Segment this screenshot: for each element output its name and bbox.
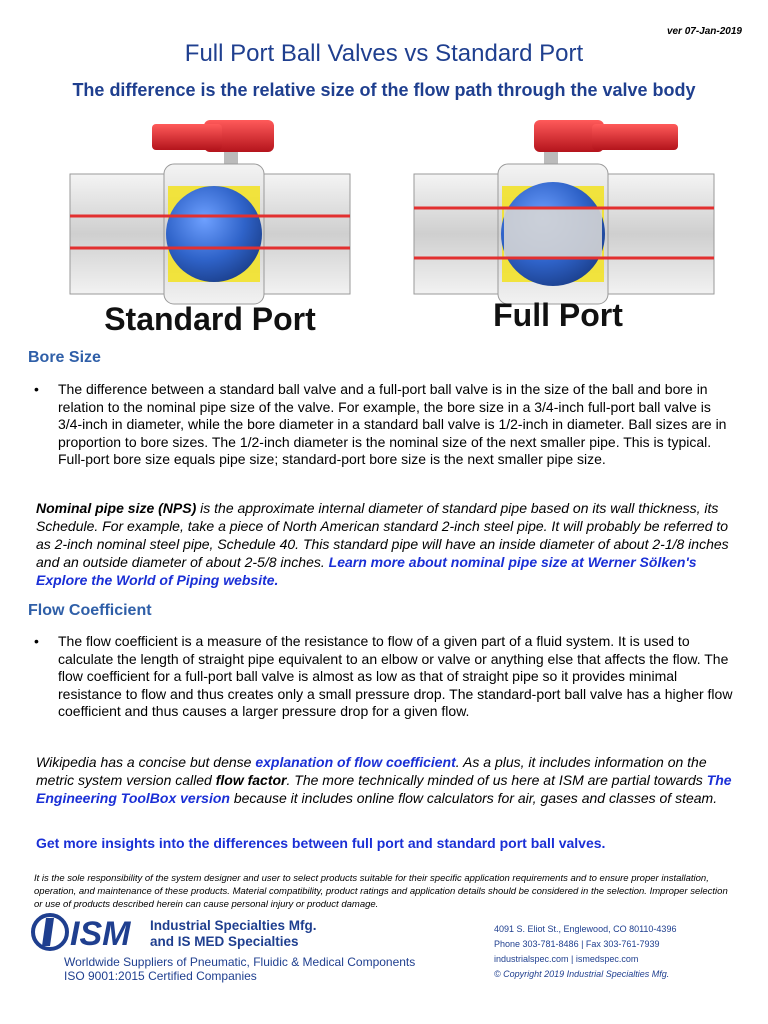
phone-fax: Phone 303-781-8486 | Fax 303-761-7939: [494, 939, 660, 949]
websites[interactable]: industrialspec.com | ismedspec.com: [494, 954, 639, 964]
disclaimer: It is the sole responsibility of the system designer and user to select products suitable for their specific application requirements and to ensure proper installation, operation, and maintenance of these products. Material compatibility, product ratings and application details should be considered in the selection. Improper selection or use of products described herein can cause personal injury or product damage.: [34, 873, 728, 910]
nps-text: is the approximate internal diameter of standard pipe based on its wall thickness, its Schedule. For example, take a piece of North American standard 2-inch steel pipe. It will probably be referred to as 2-inch nominal steel pipe, Schedule 40. This standard pipe will have an inside diameter of about 2-1/8 inches and an outside diameter of about 2-5/8 inches.: [36, 500, 729, 570]
valve-comparison-figure: [34, 112, 734, 342]
full-port-valve: [414, 120, 714, 304]
insights-link[interactable]: Get more insights into the differences between full port and standard port ball valves.: [36, 835, 606, 851]
flow-coefficient-heading: Flow Coefficient: [28, 602, 152, 619]
flow-coefficient-text: The flow coefficient is a measure of the resistance to flow of a given part of a fluid system. It is used to calculate the length of straight pipe equivalent to an elbow or valve or anything else that affects the flow. The flow coefficient for a full-port ball valve is almost as low as that of straight pipe so it provides minimal resistance to flow and thus creates only a small pressure drop. The standard-port ball valve has a higher flow coefficient and thus causes a larger pressure drop for a given flow.: [58, 633, 733, 719]
flow-coefficient-bullet: [34, 633, 738, 721]
bore-size-text: The difference between a standard ball valve and a full-port ball valve is in the size of the ball and bore in relation to the nominal pipe size of the valve. For example, the bore size in a 3/4-inch full-port ball valve is 3/4-inch in diameter, while the bore diameter in a standard ball valve is 1/2-inch in diameter. Ball sizes are in proportion to bore sizes. The 1/2-inch diameter is the nominal size of the next smaller pipe. This is typical. Full-port bore size equals pipe size; standard-port bore size is the next smaller pipe size.: [58, 381, 727, 467]
bore-size-bullet: [34, 381, 738, 469]
tagline-line-1: Worldwide Suppliers of Pneumatic, Fluidic & Medical Components: [64, 955, 416, 969]
contact-info: [494, 922, 676, 982]
flow-coefficient-link[interactable]: explanation of flow coefficient: [255, 754, 456, 770]
copyright: © Copyright 2019 Industrial Specialties Mfg.: [494, 969, 670, 979]
flow-factor-term: flow factor: [215, 772, 287, 788]
page-title: Full Port Ball Valves vs Standard Port: [184, 40, 584, 67]
company-line-2: and IS MED Specialties: [150, 934, 299, 949]
standard-port-caption: Standard Port: [104, 301, 316, 337]
bullet-dot: •: [34, 633, 39, 649]
company-line-1: Industrial Specialties Mfg.: [150, 918, 317, 933]
wiki-text-2: . As a plus, it includes information on the metric system version called: [36, 754, 707, 788]
address: 4091 S. Eliot St., Englewood, CO 80110-4396: [494, 924, 677, 934]
wiki-text-1: Wikipedia has a concise but dense: [36, 754, 256, 770]
version-date: ver 07-Jan-2019: [666, 26, 742, 37]
nps-paragraph: [36, 499, 736, 589]
full-port-caption: Full Port: [493, 297, 623, 333]
logo-text: ISM: [70, 915, 131, 952]
tagline-line-2: ISO 9001:2015 Certified Companies: [64, 969, 257, 983]
nps-link[interactable]: Learn more about nominal pipe size at Werner Sölken's Explore the World of Piping website.: [36, 554, 697, 588]
nps-term: Nominal pipe size (NPS): [36, 500, 197, 516]
ism-logo: [30, 912, 146, 952]
engineering-toolbox-link[interactable]: The Engineering ToolBox version: [36, 772, 732, 806]
wiki-text-3: . The more technically minded of us here at ISM are partial towards: [286, 772, 707, 788]
wiki-text-4: because it includes online flow calculators for air, gases and classes of steam.: [229, 790, 718, 806]
tagline: [64, 955, 415, 983]
bore-size-heading: Bore Size: [28, 349, 101, 366]
standard-port-valve: [70, 120, 350, 304]
wikipedia-paragraph: [36, 753, 736, 807]
company-name: [150, 918, 317, 950]
bullet-dot: •: [34, 381, 39, 397]
page-subtitle: The difference is the relative size of the flow path through the valve body: [72, 80, 696, 100]
